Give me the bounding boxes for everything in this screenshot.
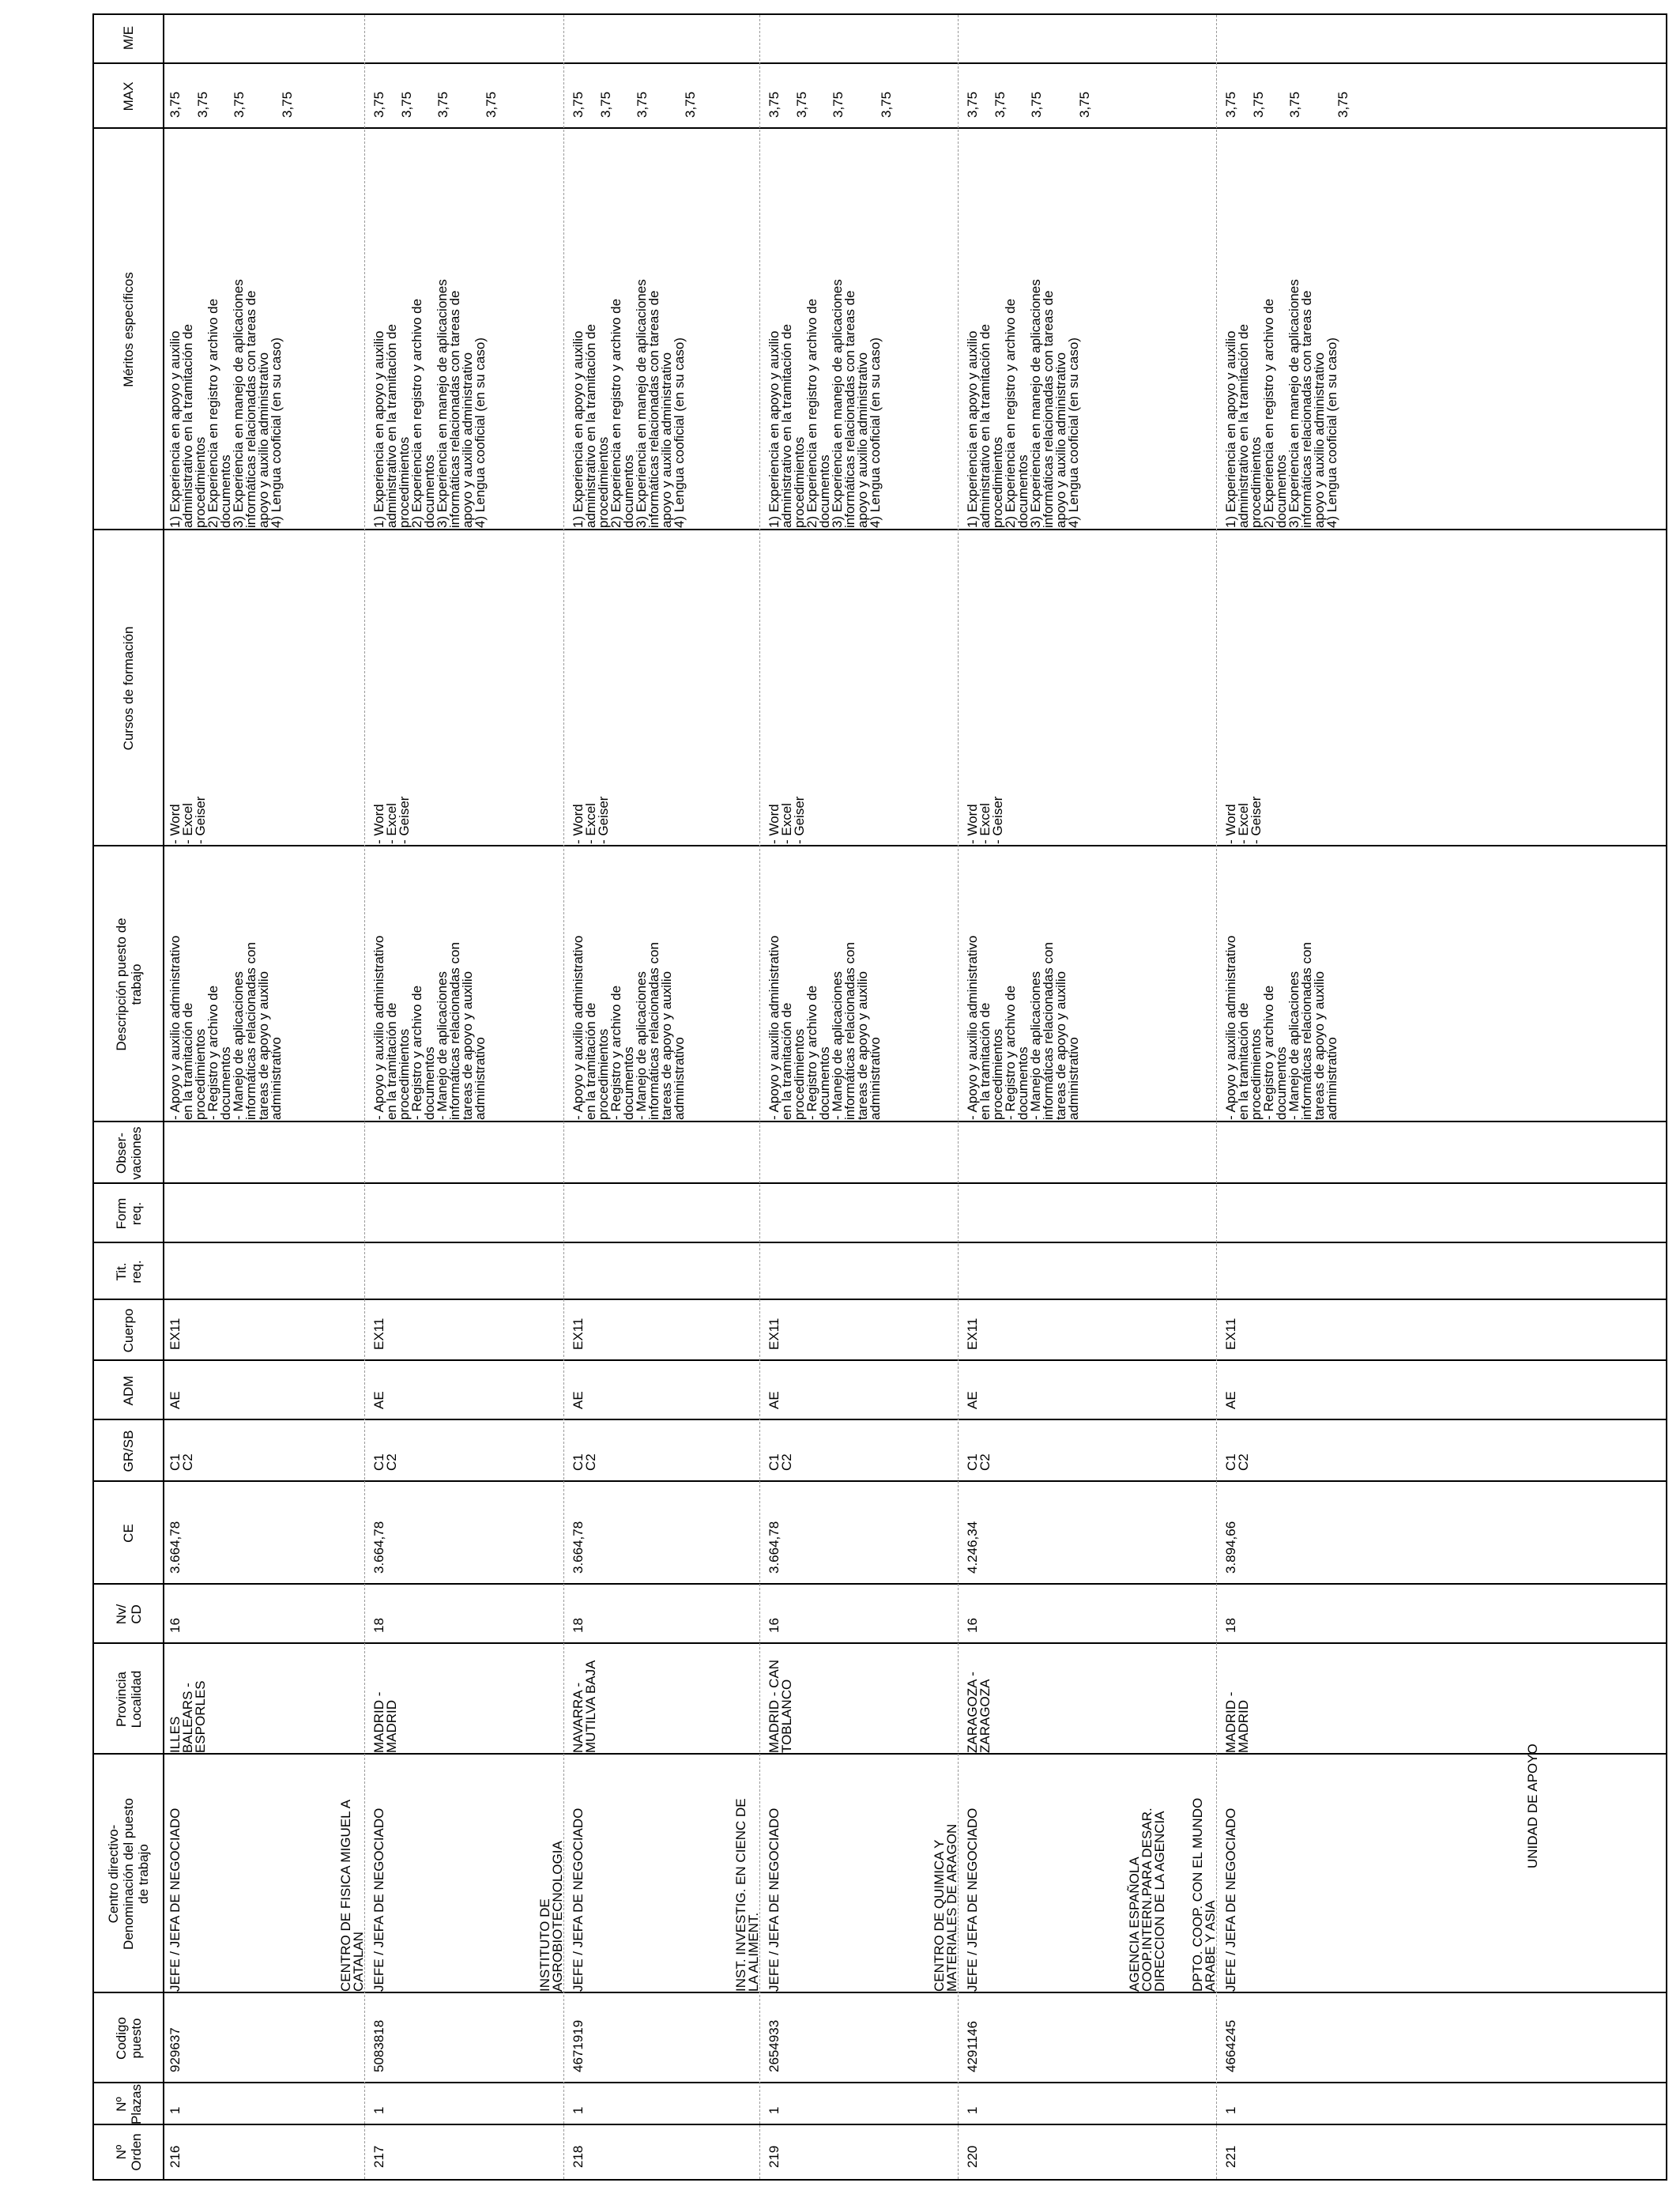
cuerpo: EX11 [168,1318,183,1350]
header-provincia: Provincia Localidad [113,1670,144,1728]
administracion: AE [168,1391,183,1409]
header-adm: ADM [121,1375,136,1406]
column-divider [94,1242,1666,1243]
centro-directivo: AGENCIA ESPAÑOLA COOP.INTERN.PARA DESAR. DIRECCION DE LA AGENCIA DPTO. COOP. CON EL MUNDO ARABE Y ASIA [1127,1797,1218,1992]
orden-number: 221 [1223,2145,1238,2168]
max-score: 3,75 [1029,91,1044,118]
max-score: 3,75 [993,91,1008,118]
descripcion-puesto: - Apoyo y auxilio administrativo en la tramitación de procedimientos - Registro y archivo de documentos - Manejo de aplicaciones informáticas relacionadas con tareas de apoyo y auxilio administrativo [168,935,284,1120]
orden-number: 217 [371,2145,386,2168]
provincia-localidad: ZARAGOZA - ZARAGOZA [965,1672,993,1753]
max-score: 3,75 [965,91,980,118]
provincia-localidad: MADRID - MADRID [371,1691,399,1753]
codigo-puesto: 929637 [168,2027,183,2072]
grupo-subgrupo: C1 C2 [168,1453,195,1471]
cursos-formacion: - Word - Excel - Geiser [1223,796,1264,844]
column-divider [94,529,1666,530]
cuerpo: EX11 [767,1318,782,1350]
max-score: 3,75 [1251,91,1266,118]
descripcion-puesto: - Apoyo y auxilio administrativo en la tramitación de procedimientos - Registro y archivo de documentos - Manejo de aplicaciones informáticas relacionadas con tareas de apoyo y auxilio administrativo [767,935,883,1120]
column-divider [94,1480,1666,1482]
orden-number: 220 [965,2145,980,2168]
codigo-puesto: 5083818 [371,2019,386,2072]
header-codigo: Codigo puesto [113,2017,144,2060]
column-divider [94,127,1666,129]
puesto-denominacion: JEFE / JEFA DE NEGOCIADO [571,1808,586,1992]
column-divider [94,2082,1666,2083]
administracion: AE [1223,1391,1238,1409]
cuerpo: EX11 [1223,1318,1238,1350]
column-divider [94,62,1666,64]
nivel-cd: 18 [371,1618,386,1633]
puesto-denominacion: JEFE / JEFA DE NEGOCIADO [1223,1808,1238,1992]
max-score: 3,75 [1223,91,1238,118]
max-score: 3,75 [598,91,613,118]
max-score: 3,75 [371,91,386,118]
header-centro: Centro directivo- Denominación del puesto de trabajo [106,1798,151,1950]
cuerpo: EX11 [965,1318,980,1350]
descripcion-puesto: - Apoyo y auxilio administrativo en la tramitación de procedimientos - Registro y archivo de documentos - Manejo de aplicaciones informáticas relacionadas con tareas de apoyo y auxilio administrativo [1223,935,1339,1120]
plazas-count: 1 [767,2106,782,2114]
column-divider [94,1182,1666,1184]
plazas-count: 1 [371,2106,386,2114]
administracion: AE [371,1391,386,1409]
column-divider [94,1583,1666,1585]
header-plazas: Nº Plazas [113,2083,144,2125]
complemento-especifico: 3.664,78 [767,1521,782,1574]
max-score: 3,75 [831,91,846,118]
column-divider [94,1753,1666,1755]
header-nivel: Nv/ CD [113,1604,144,1625]
max-score: 3,75 [195,91,210,118]
provincia-localidad: MADRID - CAN TOBLANCO [767,1659,794,1753]
nivel-cd: 18 [1223,1618,1238,1633]
nivel-cd: 16 [168,1618,183,1633]
descripcion-puesto: - Apoyo y auxilio administrativo en la tramitación de procedimientos - Registro y archivo de documentos - Manejo de aplicaciones informáticas relacionadas con tareas de apoyo y auxilio administrativo [965,935,1081,1120]
plazas-count: 1 [571,2106,586,2114]
cursos-formacion: - Word - Excel - Geiser [571,796,611,844]
meritos-especificos: 1) Experiencia en apoyo y auxilio administrativo en la tramitación de procedimientos 2) Experiencia en registro y archivo de documentos 3) Experiencia en manejo de aplicaciones informáticas relacionadas con tareas de apoyo y auxilio administrativo 4) Lengua cooficial (en su caso) [767,279,883,528]
header-grsb: GR/SB [121,1430,136,1472]
puesto-denominacion: JEFE / JEFA DE NEGOCIADO [371,1808,386,1992]
cursos-formacion: - Word - Excel - Geiser [371,796,412,844]
column-divider [94,1992,1666,1993]
header-meritos: Méritos específicos [121,272,136,387]
max-score: 3,75 [635,91,650,118]
cursos-formacion: - Word - Excel - Geiser [168,796,208,844]
complemento-especifico: 3.894,66 [1223,1521,1238,1574]
provincia-localidad: ILLES BALEARS - ESPORLES [168,1680,208,1753]
administracion: AE [767,1391,782,1409]
header-cuerpo: Cuerpo [121,1308,136,1353]
header-divider [163,15,164,2179]
puesto-denominacion: JEFE / JEFA DE NEGOCIADO [965,1808,980,1992]
max-score: 3,75 [232,91,247,118]
max-score: 3,75 [168,91,183,118]
meritos-especificos: 1) Experiencia en apoyo y auxilio administrativo en la tramitación de procedimientos 2) Experiencia en registro y archivo de documentos 3) Experiencia en manejo de aplicaciones informáticas relacionadas con tareas de apoyo y auxilio administrativo 4) Lengua cooficial (en su caso) [168,279,284,528]
centro-directivo: CENTRO DE FISICA MIGUEL A CATALAN [338,1799,366,1992]
centro-directivo: INSTITUTO DE AGROBIOTECNOLOGIA [537,1841,565,1992]
max-score: 3,75 [1335,91,1350,118]
column-divider [94,1299,1666,1300]
max-score: 3,75 [571,91,586,118]
unidad-name: UNIDAD DE APOYO [1525,1744,1540,1868]
administracion: AE [965,1391,980,1409]
header-orden: Nº Orden [113,2133,144,2171]
max-score: 3,75 [767,91,782,118]
column-divider [94,1642,1666,1644]
codigo-puesto: 2654933 [767,2019,782,2072]
max-score: 3,75 [1077,91,1092,118]
header-tit: Tit. req. [113,1260,144,1284]
column-divider [94,1359,1666,1361]
header-ce: CE [121,1524,136,1543]
grupo-subgrupo: C1 C2 [1223,1453,1251,1471]
centro-directivo: INST. INVESTIG. EN CIENC DE LA ALIMENT. [733,1798,761,1992]
plazas-count: 1 [168,2106,183,2114]
complemento-especifico: 3.664,78 [168,1521,183,1574]
header-max: MAX [121,81,136,111]
complemento-especifico: 3.664,78 [371,1521,386,1574]
descripcion-puesto: - Apoyo y auxilio administrativo en la tramitación de procedimientos - Registro y archivo de documentos - Manejo de aplicaciones informáticas relacionadas con tareas de apoyo y auxilio administrativo [371,935,488,1120]
max-score: 3,75 [683,91,698,118]
column-divider [94,1121,1666,1122]
header-obs: Obser- vaciones [113,1126,144,1180]
puesto-denominacion: JEFE / JEFA DE NEGOCIADO [168,1808,183,1992]
orden-number: 216 [168,2145,183,2168]
complemento-especifico: 4.246,34 [965,1521,980,1574]
max-score: 3,75 [794,91,809,118]
plazas-count: 1 [1223,2106,1238,2114]
puesto-denominacion: JEFE / JEFA DE NEGOCIADO [767,1808,782,1992]
nivel-cd: 16 [965,1618,980,1633]
grupo-subgrupo: C1 C2 [767,1453,794,1471]
orden-number: 219 [767,2145,782,2168]
provincia-localidad: NAVARRA - MUTILVA BAJA [571,1660,598,1753]
column-divider [94,2124,1666,2125]
centro-directivo: CENTRO DE QUIMICA Y MATERIALES DE ARAGON [932,1823,959,1992]
max-score: 3,75 [280,91,295,118]
cursos-formacion: - Word - Excel - Geiser [767,796,807,844]
max-score: 3,75 [879,91,894,118]
cursos-formacion: - Word - Excel - Geiser [965,796,1005,844]
nivel-cd: 18 [571,1618,586,1633]
job-positions-table [92,13,1667,2181]
meritos-especificos: 1) Experiencia en apoyo y auxilio administrativo en la tramitación de procedimientos 2) Experiencia en registro y archivo de documentos 3) Experiencia en manejo de aplicaciones informáticas relacionadas con tareas de apoyo y auxilio administrativo 4) Lengua cooficial (en su caso) [1223,279,1339,528]
plazas-count: 1 [965,2106,980,2114]
orden-number: 218 [571,2145,586,2168]
codigo-puesto: 4291146 [965,2021,980,2072]
codigo-puesto: 4664245 [1223,2019,1238,2072]
administracion: AE [571,1391,586,1409]
codigo-puesto: 4671919 [571,2019,586,2072]
meritos-especificos: 1) Experiencia en apoyo y auxilio administrativo en la tramitación de procedimientos 2) Experiencia en registro y archivo de documentos 3) Experiencia en manejo de aplicaciones informáticas relacionadas con tareas de apoyo y auxilio administrativo 4) Lengua cooficial (en su caso) [965,279,1081,528]
grupo-subgrupo: C1 C2 [965,1453,993,1471]
meritos-especificos: 1) Experiencia en apoyo y auxilio administrativo en la tramitación de procedimientos 2) Experiencia en registro y archivo de documentos 3) Experiencia en manejo de aplicaciones informáticas relacionadas con tareas de apoyo y auxilio administrativo 4) Lengua cooficial (en su caso) [371,279,488,528]
max-score: 3,75 [435,91,450,118]
header-me: M/E [121,25,136,51]
column-divider [94,845,1666,846]
cuerpo: EX11 [371,1318,386,1350]
column-divider [94,1419,1666,1420]
nivel-cd: 16 [767,1618,782,1633]
provincia-localidad: MADRID - MADRID [1223,1691,1251,1753]
grupo-subgrupo: C1 C2 [571,1453,598,1471]
header-cursos: Cursos de formación [121,626,136,751]
cuerpo: EX11 [571,1318,586,1350]
max-score: 3,75 [484,91,499,118]
meritos-especificos: 1) Experiencia en apoyo y auxilio administrativo en la tramitación de procedimientos 2) Experiencia en registro y archivo de documentos 3) Experiencia en manejo de aplicaciones informáticas relacionadas con tareas de apoyo y auxilio administrativo 4) Lengua cooficial (en su caso) [571,279,687,528]
header-form: Form req. [113,1197,144,1230]
header-descripcion: Descripción puesto de trabajo [113,918,144,1051]
max-score: 3,75 [1287,91,1302,118]
complemento-especifico: 3.664,78 [571,1521,586,1574]
grupo-subgrupo: C1 C2 [371,1453,399,1471]
max-score: 3,75 [399,91,414,118]
descripcion-puesto: - Apoyo y auxilio administrativo en la tramitación de procedimientos - Registro y archivo de documentos - Manejo de aplicaciones informáticas relacionadas con tareas de apoyo y auxilio administrativo [571,935,687,1120]
